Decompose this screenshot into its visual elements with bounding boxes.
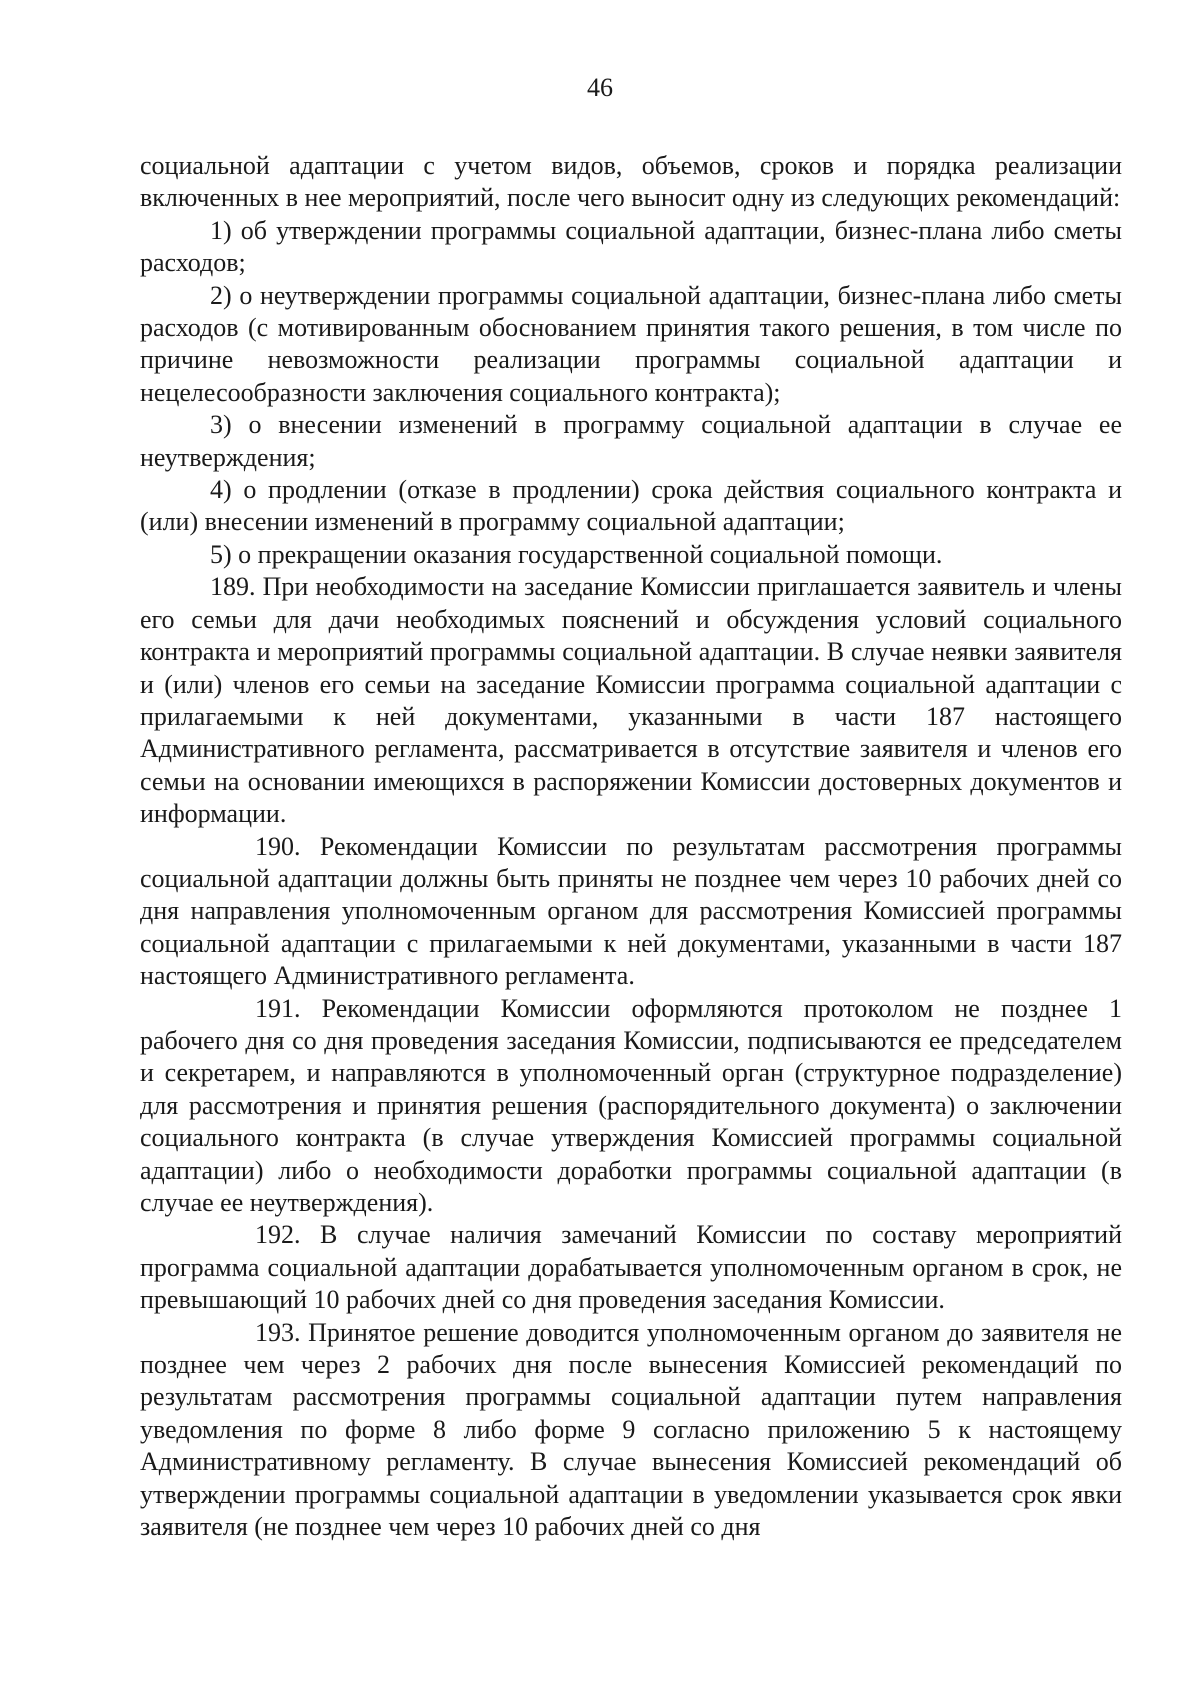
paragraph-clause-192: 192. В случае наличия замечаний Комиссии по составу мероприятий программа социальной адаптации дорабатывается уполномоченным органом в срок, не превышающий 10 рабочих дней со дня проведения заседания Комиссии.	[140, 1220, 1122, 1315]
paragraph-clause-191: 191. Рекомендации Комиссии оформляются протоколом не позднее 1 рабочего дня со дня проведения заседания Комиссии, подписываются ее председателем и секретарем, и направляются в уполномоченный орган (структурное подразделение) для рассмотрения и принятия решения (распорядительного документа) о заключении социального контракта (в случае утверждения Комиссией программы социальной адаптации) либо о необходимости доработки программы социальной адаптации (в случае ее неутверждения).	[140, 993, 1122, 1217]
paragraph-item-3: 3) о внесении изменений в программу социальной адаптации в случае ее неутверждения;	[140, 410, 1122, 472]
paragraph-item-2: 2) о неутверждении программы социальной адаптации, бизнес-плана либо сметы расходов (с мотивированным обоснованием принятия такого решения, в том числе по причине невозможности реализации программы социальной адаптации и нецелесообразности заключения социального контракта);	[140, 280, 1122, 407]
paragraph-item-4: 4) о продлении (отказе в продлении) срока действия социального контракта и (или) внесении изменений в программу социальной адаптации;	[140, 475, 1122, 537]
paragraph-item-1: 1) об утверждении программы социальной адаптации, бизнес-плана либо сметы расходов;	[140, 215, 1122, 278]
paragraph-clause-190: 190. Рекомендации Комиссии по результатам рассмотрения программы социальной адаптации должны быть приняты не позднее чем через 10 рабочих дней со дня направления уполномоченным органом для рассмотрения Комиссией программы социальной адаптации с прилагаемыми к ней документами, указанными в части 187 настоящего Административного регламента.	[140, 831, 1122, 991]
paragraph-intro: социальной адаптации с учетом видов, объемов, сроков и порядка реализации включенных в нее мероприятий, после чего выносит одну из следующих рекомендаций:	[140, 151, 1122, 213]
paragraph-clause-193: 193. Принятое решение доводится уполномоченным органом до заявителя не позднее чем через 2 рабочих дня после вынесения Комиссией рекомендаций по результатам рассмотрения программы социальной адаптации путем направления уведомления по форме 8 либо форме 9 согласно приложению 5 к настоящему Административному регламенту. В случае вынесения Комиссией рекомендаций об утверждении программы социальной адаптации в уведомлении указывается срок явки заявителя (не позднее чем через 10 рабочих дней со дня	[140, 1317, 1122, 1542]
document-body	[140, 150, 1122, 1543]
paragraph-item-5: 5) о прекращении оказания государственной социальной помощи.	[210, 539, 943, 569]
paragraph-clause-189: 189. При необходимости на заседание Комиссии приглашается заявитель и члены его семьи для дачи необходимых пояснений и обсуждения условий социального контракта и мероприятий программы социальной адаптации. В случае неявки заявителя и (или) членов его семьи на заседание Комиссии программа социальной адаптации с прилагаемыми к ней документами, указанными в части 187 настоящего Административного регламента, рассматривается в отсутствие заявителя и членов его семьи на основании имеющихся в распоряжении Комиссии достоверных документов и информации.	[140, 572, 1122, 829]
page-number: 46	[587, 73, 613, 102]
